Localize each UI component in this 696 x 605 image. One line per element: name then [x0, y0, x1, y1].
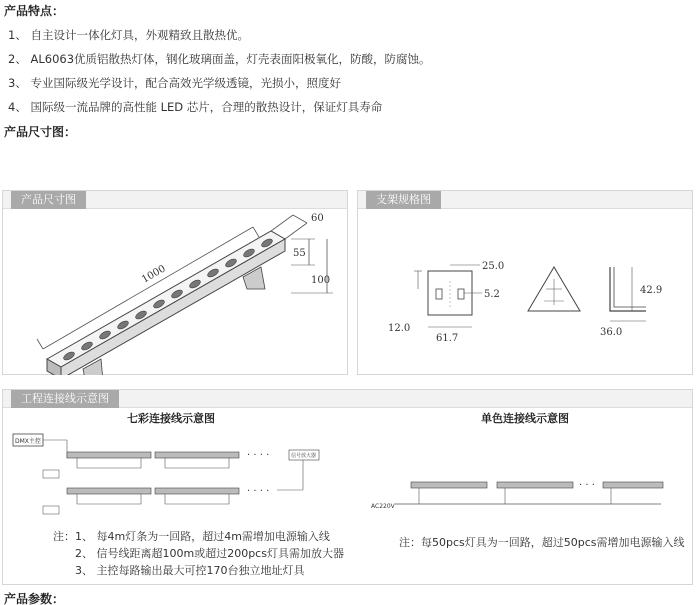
height-dim-a: 55	[293, 248, 306, 259]
bracket-dim-5: 42.9	[640, 285, 663, 296]
bracket-dim-2: 5.2	[484, 289, 500, 300]
dmx-label: DMX主控	[15, 438, 41, 445]
color-note-2: 2、 信号线距离超100m或超过200pcs灯具需加放大器	[75, 547, 344, 560]
svg-text:· · · ·: · · · ·	[247, 486, 270, 497]
mono-row	[411, 480, 663, 504]
mono-note: 注：每50pcs灯具为一回路，超过50pcs需增加电源输入线	[399, 536, 685, 549]
bracket-dim-6: 36.0	[600, 327, 623, 338]
size-panel-tab: 产品尺寸图	[11, 191, 86, 209]
bracket-panel-tab: 支架规格图	[366, 191, 441, 209]
bracket-dim-1: 25.0	[482, 261, 505, 272]
color-note-1: 注：1、 每4m灯条为一回路，超过4m需增加电源输入线	[53, 530, 330, 543]
bracket-panel	[357, 190, 693, 375]
height-dim-b: 100	[311, 275, 331, 286]
wiring-panel-tab: 工程连接线示意图	[11, 390, 119, 408]
svg-text:· · ·: · · ·	[579, 480, 595, 491]
length-dim: 1000	[140, 263, 168, 286]
feature-item-4: 4、 国际级一流品牌的高性能 LED 芯片，合理的散热设计，保证灯具寿命	[8, 100, 383, 114]
features-title: 产品特点：	[4, 4, 65, 18]
ac-label: AC220V	[371, 503, 395, 510]
mono-wiring-diagram	[371, 474, 671, 534]
feature-item-3: 3、 专业国际级光学设计，配合高效光学级透镜，光损小，照度好	[8, 76, 341, 90]
mono-wiring-title: 单色连接线示意图	[481, 412, 569, 425]
svg-text:· · · ·: · · · ·	[247, 450, 270, 461]
bracket-dim-3: 12.0	[388, 323, 411, 334]
fixture-dimension-drawing	[3, 209, 349, 375]
bracket-dimension-drawing	[358, 209, 694, 375]
size-title: 产品尺寸图：	[4, 125, 77, 139]
feature-item-1: 1、 自主设计一体化灯具，外观精致且散热优。	[8, 28, 249, 42]
amplifier-label: 信号放大器	[291, 453, 317, 459]
color-note-3: 3、 主控每路输出最大可控170台独立地址灯具	[75, 564, 305, 577]
color-row-1	[67, 450, 269, 468]
bracket-dim-4: 61.7	[436, 333, 459, 344]
color-wiring-title: 七彩连接线示意图	[127, 412, 215, 425]
params-title: 产品参数：	[4, 592, 65, 605]
size-panel	[2, 190, 348, 375]
wiring-panel	[2, 389, 693, 585]
width-dim: 60	[311, 213, 324, 224]
color-row-2	[67, 486, 269, 504]
feature-item-2: 2、 AL6063优质铝散热灯体，钢化玻璃面盖，灯壳表面阳极氧化，防酸，防腐蚀。	[8, 52, 431, 66]
color-wiring-diagram	[7, 428, 337, 538]
